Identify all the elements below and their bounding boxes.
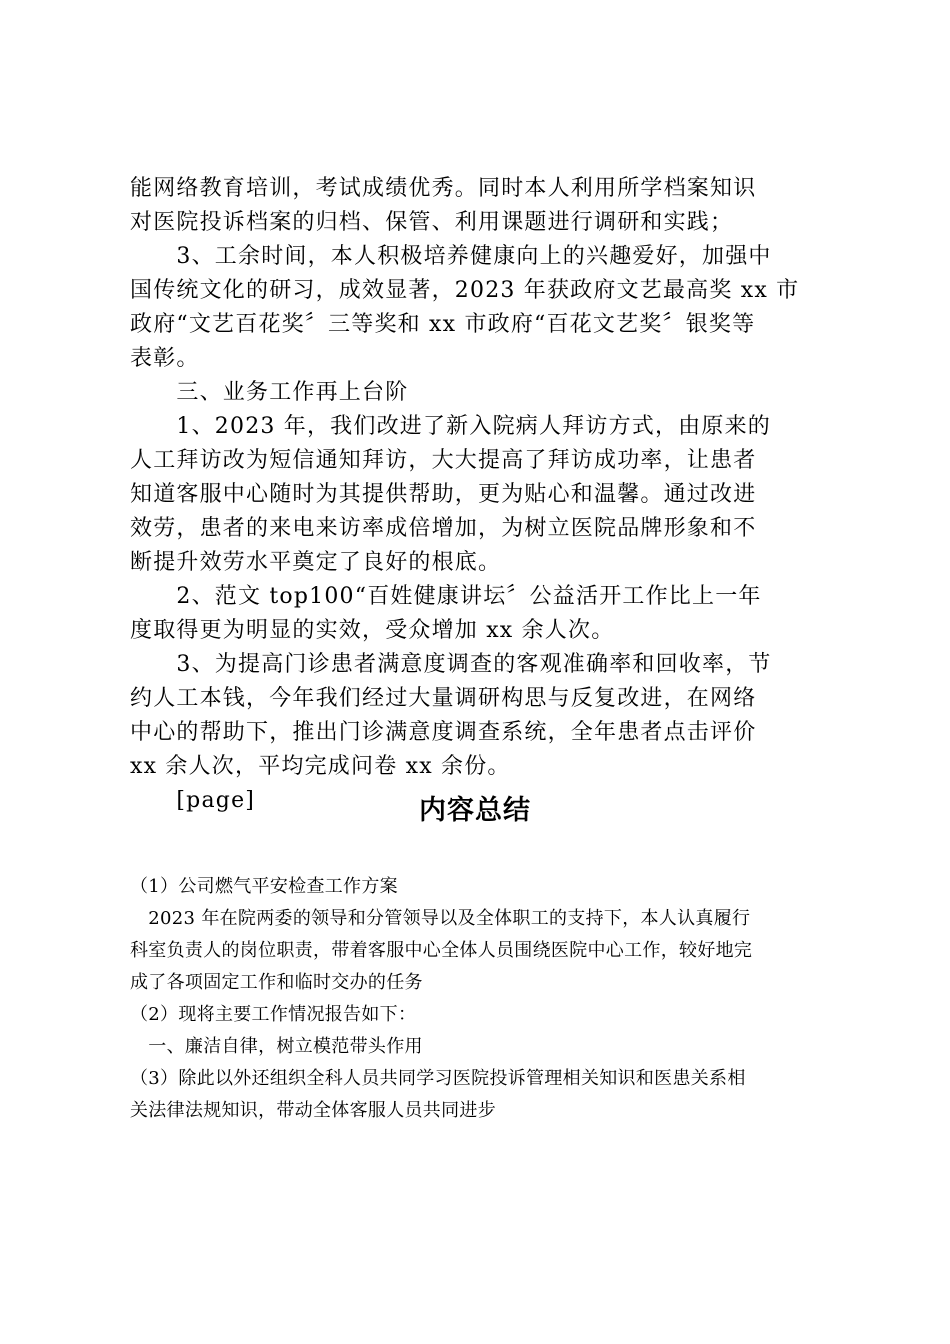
- summary-line: 科室负责人的岗位职责，带着客服中心全体人员围绕医院中心工作，较好地完: [130, 940, 753, 961]
- body-line: 3、为提高门诊患者满意度调查的客观准确率和回收率，节: [130, 652, 772, 677]
- summary-line: （2）现将主要工作情况报告如下：: [130, 1004, 417, 1025]
- body-line: 约人工本钱，今年我们经过大量调研构思与反复改进，在网络: [130, 686, 757, 711]
- summary-line: （1）公司燃气平安检查工作方案: [130, 876, 398, 897]
- summary-line: 关法律法规知识，带动全体客服人员共同进步: [130, 1100, 496, 1121]
- summary-line: 成了各项固定工作和临时交办的任务: [130, 972, 423, 993]
- body-line: 对医院投诉档案的归档、保管、利用课题进行调研和实践；: [130, 210, 734, 235]
- body-line: 政府“文艺百花奖〞三等奖和 xx 市政府“百花文艺奖〞银奖等: [130, 312, 756, 337]
- body-line: 国传统文化的研习，成效显著，2023 年获政府文艺最高奖 xx 市: [130, 278, 800, 303]
- summary-line: 2023 年在院两委的领导和分管领导以及全体职工的支持下，本人认真履行: [130, 908, 751, 929]
- summary-title: 内容总结: [419, 795, 531, 826]
- body-line: 断提升效劳水平奠定了良好的根底。: [130, 550, 502, 575]
- section-heading: 三、业务工作再上台阶: [130, 380, 409, 405]
- body-line: 3、工余时间，本人积极培养健康向上的兴趣爱好，加强中: [130, 244, 772, 269]
- body-line: 人工拜访改为短信通知拜访，大大提高了拜访成功率，让患者: [130, 448, 757, 473]
- body-line: 知道客服中心随时为其提供帮助，更为贴心和温馨。通过改进: [130, 482, 757, 507]
- body-line: 2、范文 top100“百姓健康讲坛〞公益活开工作比上一年: [130, 584, 762, 609]
- body-text: [130, 172, 830, 818]
- body-line: 度取得更为明显的实效，受众增加 xx 余人次。: [130, 618, 615, 643]
- summary-text: [130, 871, 830, 1127]
- body-line: 表彰。: [130, 346, 200, 371]
- summary-line: 一、廉洁自律，树立模范带头作用: [130, 1036, 423, 1057]
- body-line: xx 余人次，平均完成问卷 xx 余份。: [130, 754, 511, 779]
- page-marker: [page]: [130, 788, 256, 813]
- body-line: 1、2023 年，我们改进了新入院病人拜访方式，由原来的: [130, 414, 771, 439]
- body-line: 中心的帮助下，推出门诊满意度调查系统，全年患者点击评价: [130, 720, 757, 745]
- body-line: 效劳，患者的来电来访率成倍增加，为树立医院品牌形象和不: [130, 516, 757, 541]
- summary-line: （3）除此以外还组织全科人员共同学习医院投诉管理相关知识和医患关系相: [130, 1068, 746, 1089]
- body-line: 能网络教育培训，考试成绩优秀。同时本人利用所学档案知识: [130, 176, 757, 201]
